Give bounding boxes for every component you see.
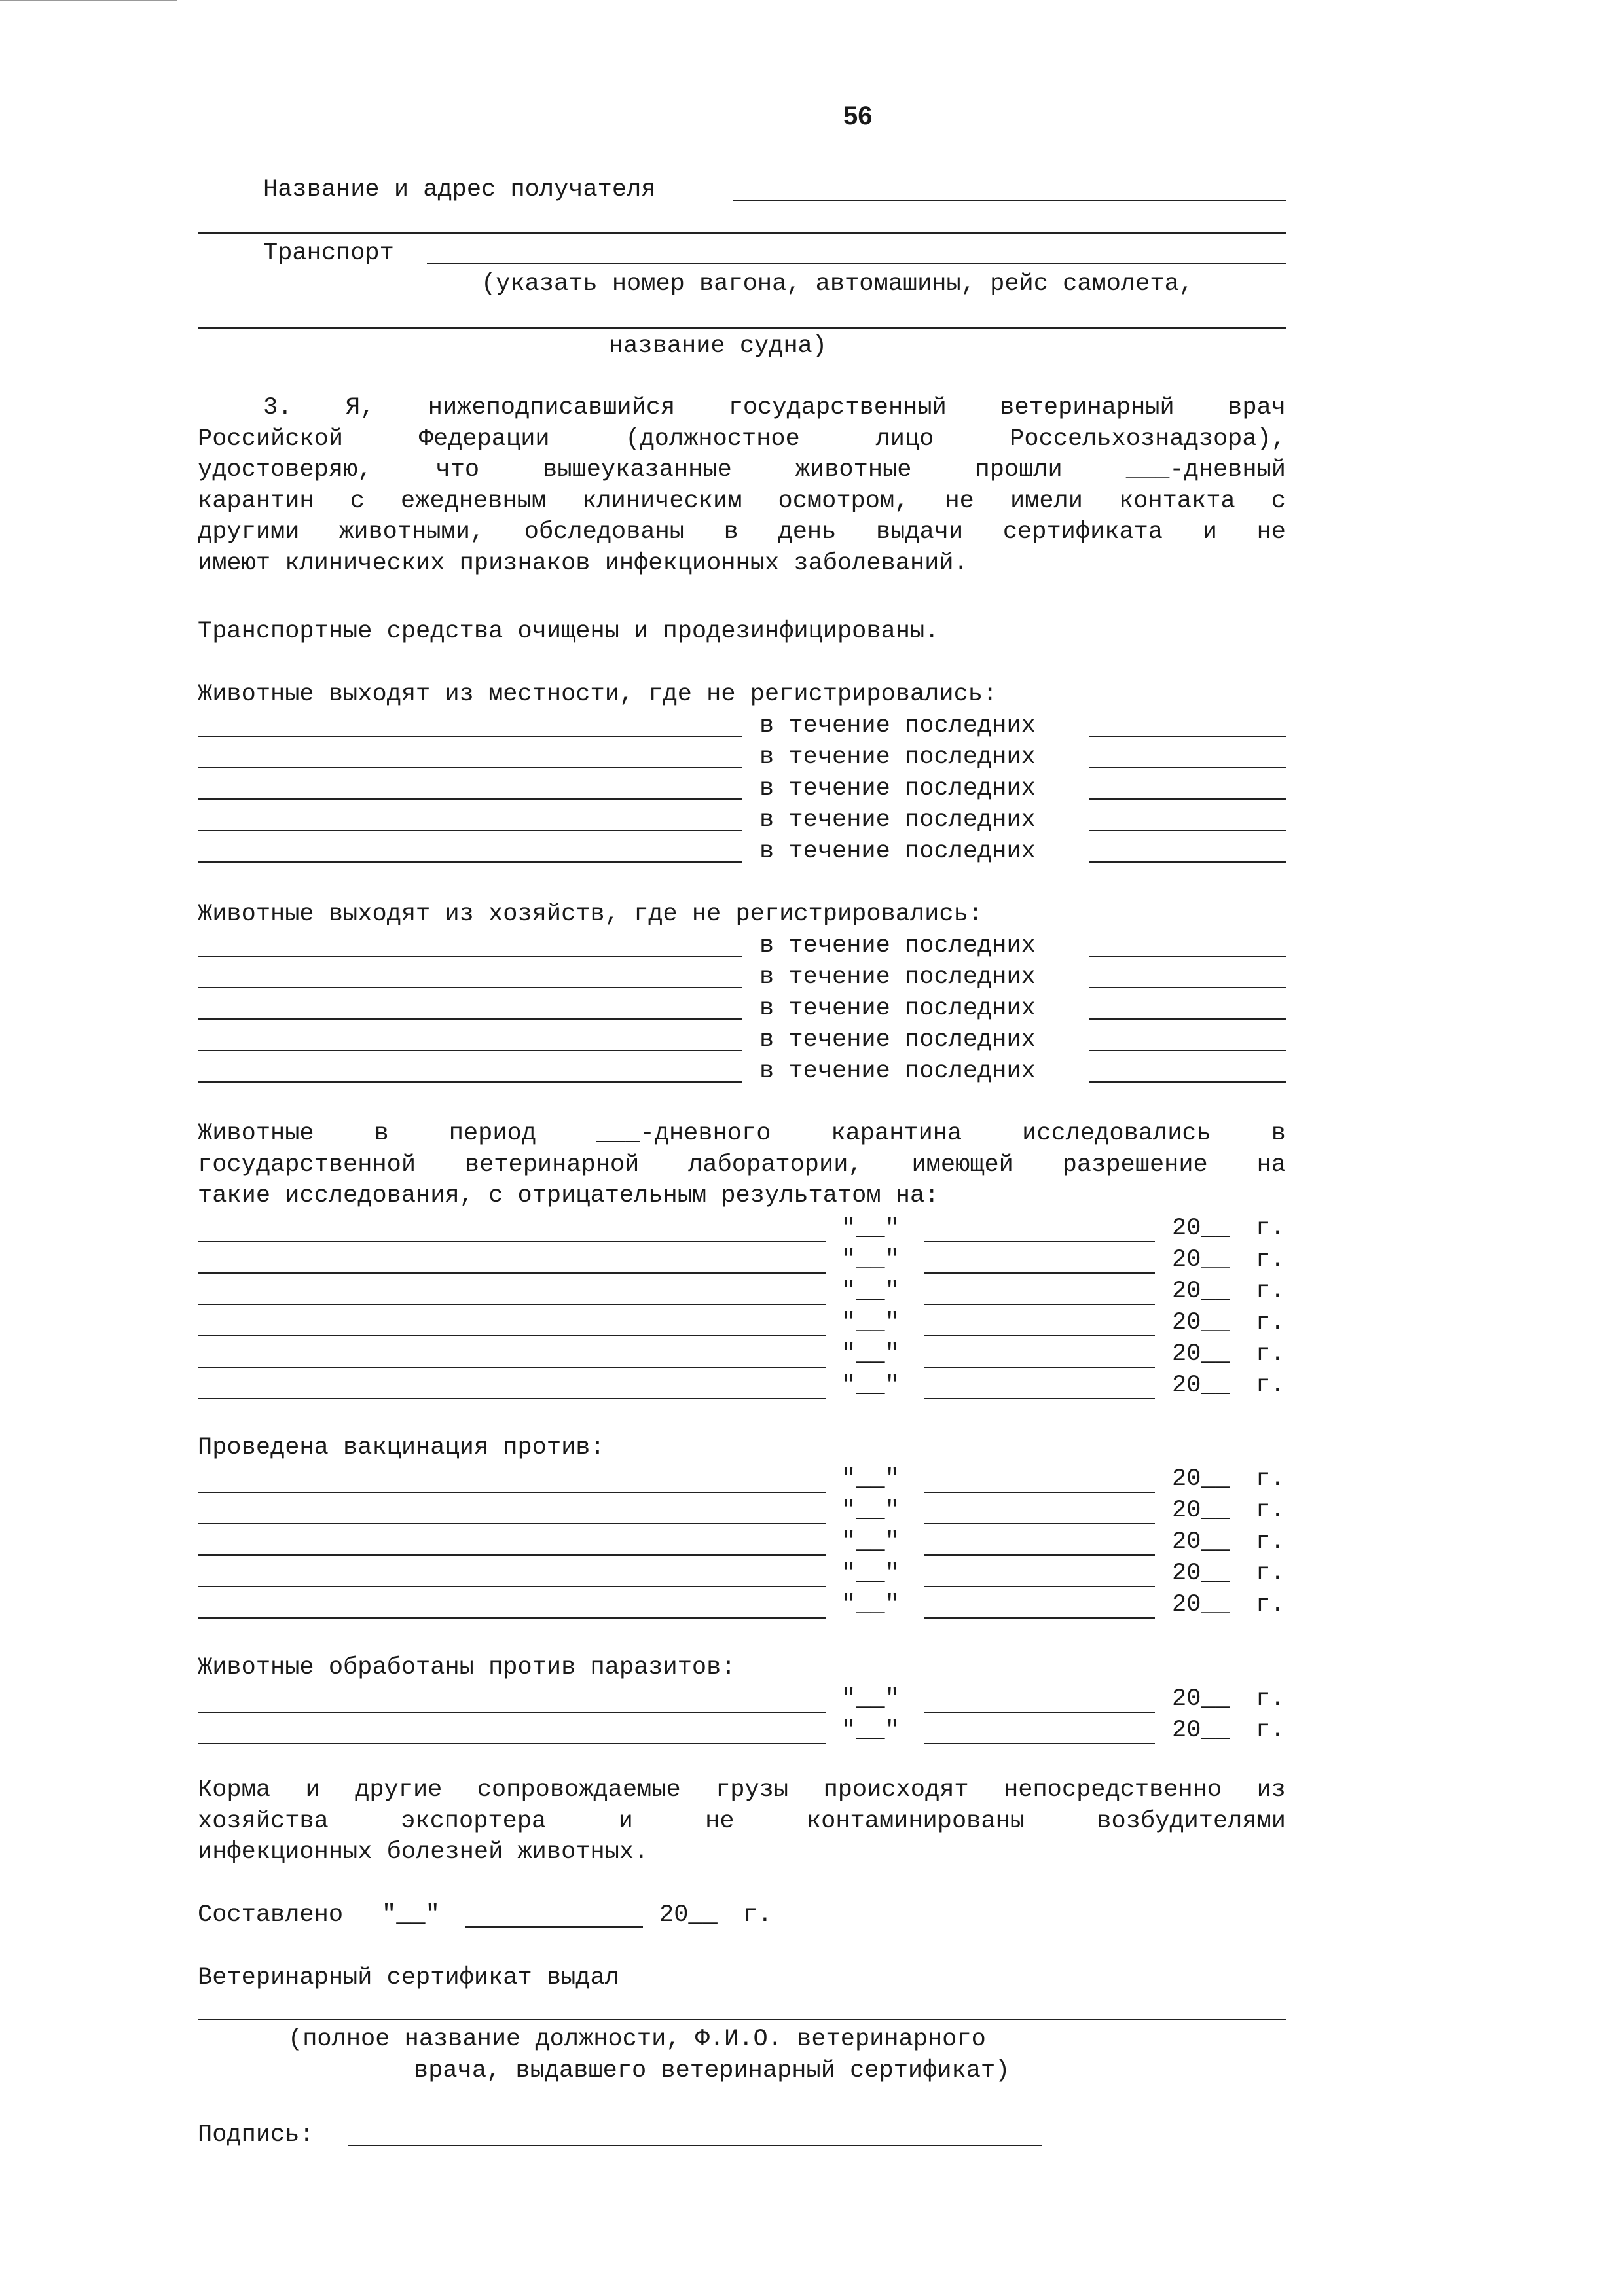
paragraph-line: другими животными, обследованы в день выдачи сертификата и не: [198, 518, 1286, 546]
period-text: в течение последних: [759, 775, 1036, 802]
vaccine-field[interactable]: [198, 1617, 826, 1619]
recipient-label: Название и адрес получателя: [263, 176, 656, 204]
disease-field[interactable]: [198, 1018, 742, 1020]
date-year: 20__: [1172, 1685, 1230, 1713]
period-text: в течение последних: [759, 995, 1036, 1022]
date-day: "__": [841, 1340, 900, 1368]
date-year: 20__: [1172, 1215, 1230, 1242]
disease-field[interactable]: [198, 736, 742, 737]
compiled-label: Составлено: [198, 1901, 344, 1929]
paragraph-line: карантин с ежедневным клиническим осмотром, не имели контакта с: [198, 487, 1286, 515]
signature-label: Подпись:: [198, 2121, 314, 2149]
lab-paragraph: [198, 1119, 1286, 1212]
period-text: в течение последних: [759, 838, 1036, 865]
date-year: 20__: [1172, 1246, 1230, 1274]
recipient-field[interactable]: [733, 200, 1286, 201]
date-day: "__": [841, 1465, 900, 1493]
period-text: в течение последних: [759, 1058, 1036, 1085]
period-field[interactable]: [1089, 830, 1286, 831]
vaccine-field[interactable]: [198, 1492, 826, 1493]
paragraph-line: удостоверяю, что вышеуказанные животные прошли ___-дневный: [198, 456, 1286, 484]
feed-paragraph: [198, 1775, 1286, 1869]
period-text: в течение последних: [759, 1026, 1036, 1054]
date-day: "__": [841, 1528, 900, 1556]
localities-heading: Животные выходят из местности, где не регистрировались:: [198, 681, 998, 708]
disease-field[interactable]: [198, 956, 742, 957]
transport-field[interactable]: [427, 263, 1286, 264]
date-year: 20__: [1172, 1591, 1230, 1619]
issuer-hint: (полное название должности, Ф.И.О. ветеринарного: [288, 2026, 986, 2053]
period-text: в течение последних: [759, 806, 1036, 834]
date-month-field[interactable]: [924, 1523, 1155, 1524]
paragraph-line: хозяйства экспортера и не контаминированы возбудителями: [198, 1807, 1286, 1835]
year-suffix: г.: [1256, 1372, 1285, 1399]
disease-field[interactable]: [198, 767, 742, 768]
treatment-field[interactable]: [198, 1743, 826, 1744]
disease-field[interactable]: [198, 1081, 742, 1083]
period-field[interactable]: [1089, 1050, 1286, 1051]
date-month-field[interactable]: [924, 1586, 1155, 1587]
issued-by-label: Ветеринарный сертификат выдал: [198, 1964, 619, 1992]
recipient-field-continuation[interactable]: [198, 232, 1286, 234]
date-year: 20__: [1172, 1340, 1230, 1368]
period-field[interactable]: [1089, 987, 1286, 988]
disease-field[interactable]: [198, 830, 742, 831]
date-year: 20__: [1172, 1560, 1230, 1587]
transport-field-continuation[interactable]: [198, 327, 1286, 329]
year-suffix: г.: [1256, 1309, 1285, 1336]
date-month-field[interactable]: [924, 1492, 1155, 1493]
test-field[interactable]: [198, 1272, 826, 1274]
period-text: в течение последних: [759, 744, 1036, 771]
date-day: "__": [841, 1215, 900, 1242]
test-field[interactable]: [198, 1398, 826, 1399]
date-year: 20__: [1172, 1278, 1230, 1305]
treatment-field[interactable]: [198, 1712, 826, 1713]
disease-field[interactable]: [198, 987, 742, 988]
period-field[interactable]: [1089, 861, 1286, 863]
vaccine-field[interactable]: [198, 1586, 826, 1587]
compiled-day: "__": [382, 1901, 440, 1929]
year-suffix: г.: [1256, 1685, 1285, 1713]
disinfection-statement: Транспортные средства очищены и продезинфицированы.: [198, 618, 939, 645]
date-month-field[interactable]: [924, 1398, 1155, 1399]
date-day: "__": [841, 1560, 900, 1587]
paragraph-line: 3. Я, нижеподписавшийся государственный ветеринарный врач: [263, 394, 1286, 422]
date-day: "__": [841, 1309, 900, 1336]
date-year: 20__: [1172, 1528, 1230, 1556]
date-year: 20__: [1172, 1372, 1230, 1399]
period-text: в течение последних: [759, 963, 1036, 991]
year-suffix: г.: [1256, 1465, 1285, 1493]
test-field[interactable]: [198, 1367, 826, 1368]
disease-field[interactable]: [198, 798, 742, 800]
issuer-hint-2: врача, выдавшего ветеринарный сертификат): [414, 2057, 1010, 2085]
date-year: 20__: [1172, 1465, 1230, 1493]
section-3-paragraph: [198, 393, 1286, 579]
date-day: "__": [841, 1717, 900, 1744]
disease-field[interactable]: [198, 861, 742, 863]
transport-hint: (указать номер вагона, автомашины, рейс самолета,: [481, 270, 1194, 298]
year-suffix: г.: [1256, 1340, 1285, 1368]
year-suffix: г.: [1256, 1717, 1285, 1744]
year-suffix: г.: [1256, 1560, 1285, 1587]
transport-label: Транспорт: [263, 240, 394, 267]
transport-hint-2: название судна): [609, 332, 828, 360]
date-month-field[interactable]: [924, 1335, 1155, 1336]
period-field[interactable]: [1089, 956, 1286, 957]
year-suffix: г.: [1256, 1246, 1285, 1274]
paragraph-line: Корма и другие сопровождаемые грузы происходят непосредственно из: [198, 1776, 1286, 1804]
compiled-year-suffix: г.: [743, 1901, 773, 1929]
year-suffix: г.: [1256, 1497, 1285, 1524]
date-month-field[interactable]: [924, 1712, 1155, 1713]
paragraph-line: государственной ветеринарной лаборатории, имеющей разрешение на: [198, 1151, 1286, 1179]
test-field[interactable]: [198, 1241, 826, 1242]
date-day: "__": [841, 1685, 900, 1713]
date-day: "__": [841, 1372, 900, 1399]
year-suffix: г.: [1256, 1278, 1285, 1305]
date-month-field[interactable]: [924, 1743, 1155, 1744]
compiled-year: 20__: [659, 1901, 718, 1929]
date-year: 20__: [1172, 1309, 1230, 1336]
paragraph-line: такие исследования, с отрицательным результатом на:: [198, 1182, 939, 1210]
date-month-field[interactable]: [924, 1554, 1155, 1556]
period-field[interactable]: [1089, 798, 1286, 800]
date-month-field[interactable]: [924, 1617, 1155, 1619]
date-year: 20__: [1172, 1717, 1230, 1744]
test-field[interactable]: [198, 1335, 826, 1336]
period-field[interactable]: [1089, 1081, 1286, 1083]
date-day: "__": [841, 1591, 900, 1619]
period-field[interactable]: [1089, 736, 1286, 737]
vaccine-field[interactable]: [198, 1554, 826, 1556]
signature-field[interactable]: [348, 2145, 1042, 2146]
date-month-field[interactable]: [924, 1304, 1155, 1305]
issuer-field[interactable]: [198, 2019, 1286, 2020]
period-field[interactable]: [1089, 767, 1286, 768]
compiled-month-field[interactable]: [465, 1926, 643, 1928]
date-month-field[interactable]: [924, 1272, 1155, 1274]
test-field[interactable]: [198, 1304, 826, 1305]
vaccine-field[interactable]: [198, 1523, 826, 1524]
date-day: "__": [841, 1278, 900, 1305]
paragraph-line: Российской Федерации (должностное лицо Россельхознадзора),: [198, 425, 1286, 453]
vaccination-heading: Проведена вакцинация против:: [198, 1434, 605, 1462]
year-suffix: г.: [1256, 1215, 1285, 1242]
date-month-field[interactable]: [924, 1367, 1155, 1368]
period-field[interactable]: [1089, 1018, 1286, 1020]
date-year: 20__: [1172, 1497, 1230, 1524]
date-month-field[interactable]: [924, 1241, 1155, 1242]
page-number: 56: [843, 101, 873, 130]
disease-field[interactable]: [198, 1050, 742, 1051]
year-suffix: г.: [1256, 1528, 1285, 1556]
paragraph-line: Животные в период ___-дневного карантина исследовались в: [198, 1120, 1286, 1147]
farms-heading: Животные выходят из хозяйств, где не регистрировались:: [198, 901, 983, 928]
date-day: "__": [841, 1497, 900, 1524]
paragraph-line: инфекционных болезней животных.: [198, 1839, 649, 1866]
period-text: в течение последних: [759, 712, 1036, 740]
period-text: в течение последних: [759, 932, 1036, 960]
paragraph-line: имеют клинических признаков инфекционных заболеваний.: [198, 549, 968, 577]
year-suffix: г.: [1256, 1591, 1285, 1619]
parasites-heading: Животные обработаны против паразитов:: [198, 1654, 736, 1681]
scan-edge-mark: [0, 0, 177, 1]
date-day: "__": [841, 1246, 900, 1274]
